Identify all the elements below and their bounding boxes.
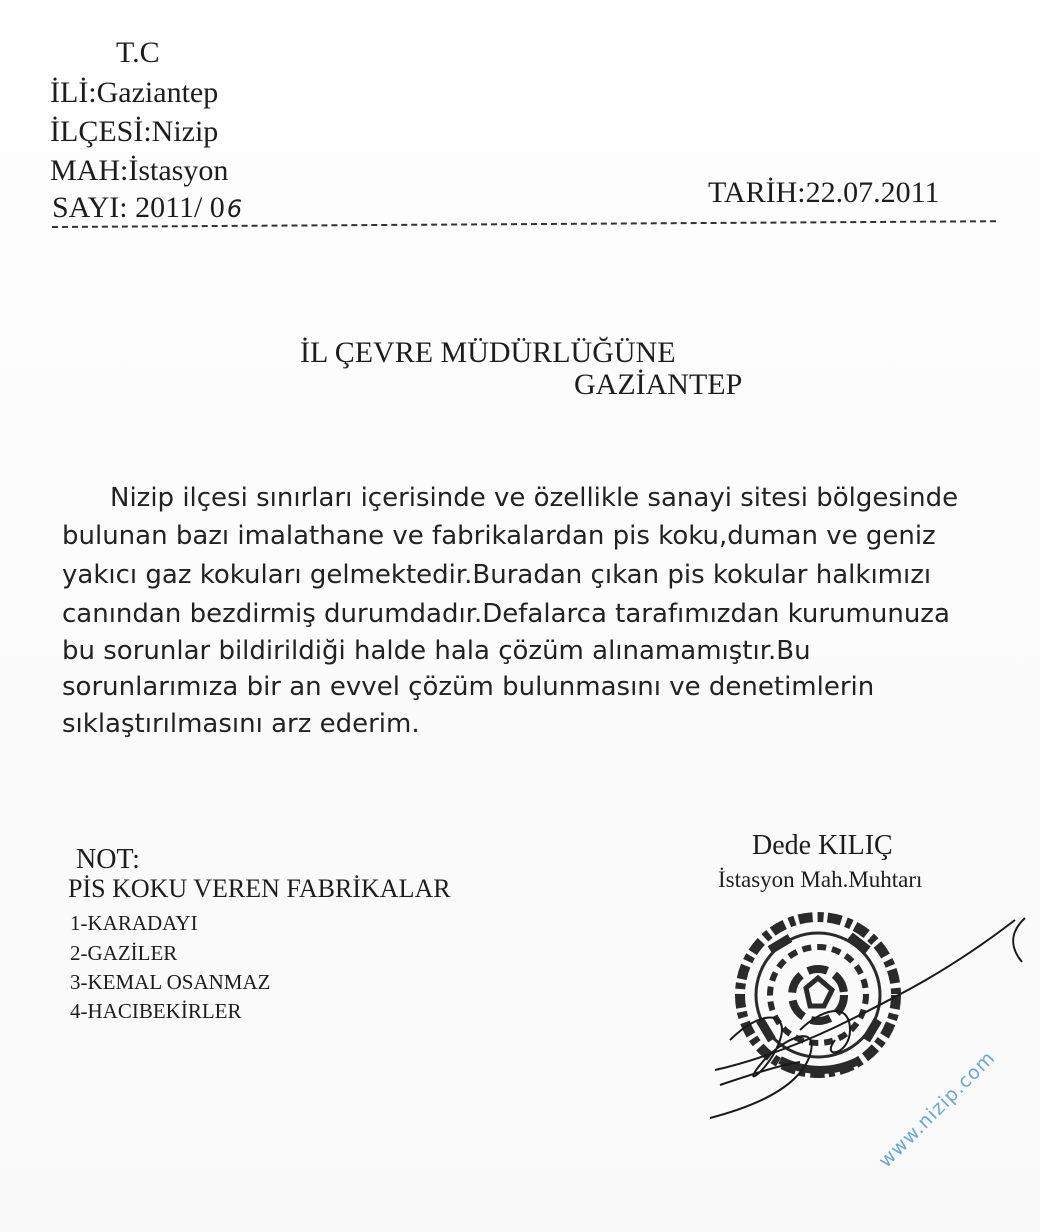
body-line: sorunlarımıza bir an evvel çözüm bulunmasını ve denetimlerin bbox=[62, 672, 875, 702]
addressee-line-1: İL ÇEVRE MÜDÜRLÜĞÜNE bbox=[300, 336, 676, 369]
header-number-handwritten: 6 bbox=[226, 195, 243, 223]
header-neighborhood: MAH:İstasyon bbox=[50, 154, 229, 187]
body-line: bu sorunlar bildirildiği halde hala çözüm alınamamıştır.Bu bbox=[62, 636, 811, 666]
seal-icon bbox=[740, 917, 896, 1073]
factory-item: 4-HACIBEKİRLER bbox=[70, 999, 242, 1023]
header-tc: T.C bbox=[116, 36, 160, 69]
header-number bbox=[52, 193, 242, 223]
body-line: sıklaştırılmasını arz ederim. bbox=[62, 709, 420, 739]
addressee-line-2: GAZİANTEP bbox=[574, 368, 743, 401]
official-stamp-and-signature bbox=[620, 890, 1040, 1130]
body-line: canından bezdirmiş durumdadır.Defalarca tarafımızdan kurumunuza bbox=[62, 599, 950, 629]
body-line: Nizip ilçesi sınırları içerisinde ve özellikle sanayi sitesi bölgesinde bbox=[110, 483, 959, 513]
body-line: bulunan bazı imalathane ve fabrikalardan pis koku,duman ve geniz bbox=[62, 521, 936, 551]
header-number-printed: SAYI: 2011/ 0 bbox=[52, 191, 225, 224]
signer-name: Dede KILIÇ bbox=[752, 830, 893, 861]
header-date: TARİH:22.07.2011 bbox=[708, 176, 940, 209]
signer-role: İstasyon Mah.Muhtarı bbox=[718, 867, 923, 892]
note-title: NOT: bbox=[76, 844, 140, 875]
header-province: İLİ:Gaziantep bbox=[50, 76, 219, 109]
body-line: yakıcı gaz kokuları gelmektedir.Buradan çıkan pis kokular halkımızı bbox=[62, 560, 932, 590]
note-subtitle: PİS KOKU VEREN FABRİKALAR bbox=[68, 874, 451, 903]
watermark: www.nizip.com bbox=[874, 1046, 1000, 1172]
factory-item: 3-KEMAL OSANMAZ bbox=[70, 970, 271, 994]
factory-item: 1-KARADAYI bbox=[70, 911, 198, 935]
factory-item: 2-GAZİLER bbox=[70, 941, 178, 965]
header-district: İLÇESİ:Nizip bbox=[50, 115, 219, 148]
